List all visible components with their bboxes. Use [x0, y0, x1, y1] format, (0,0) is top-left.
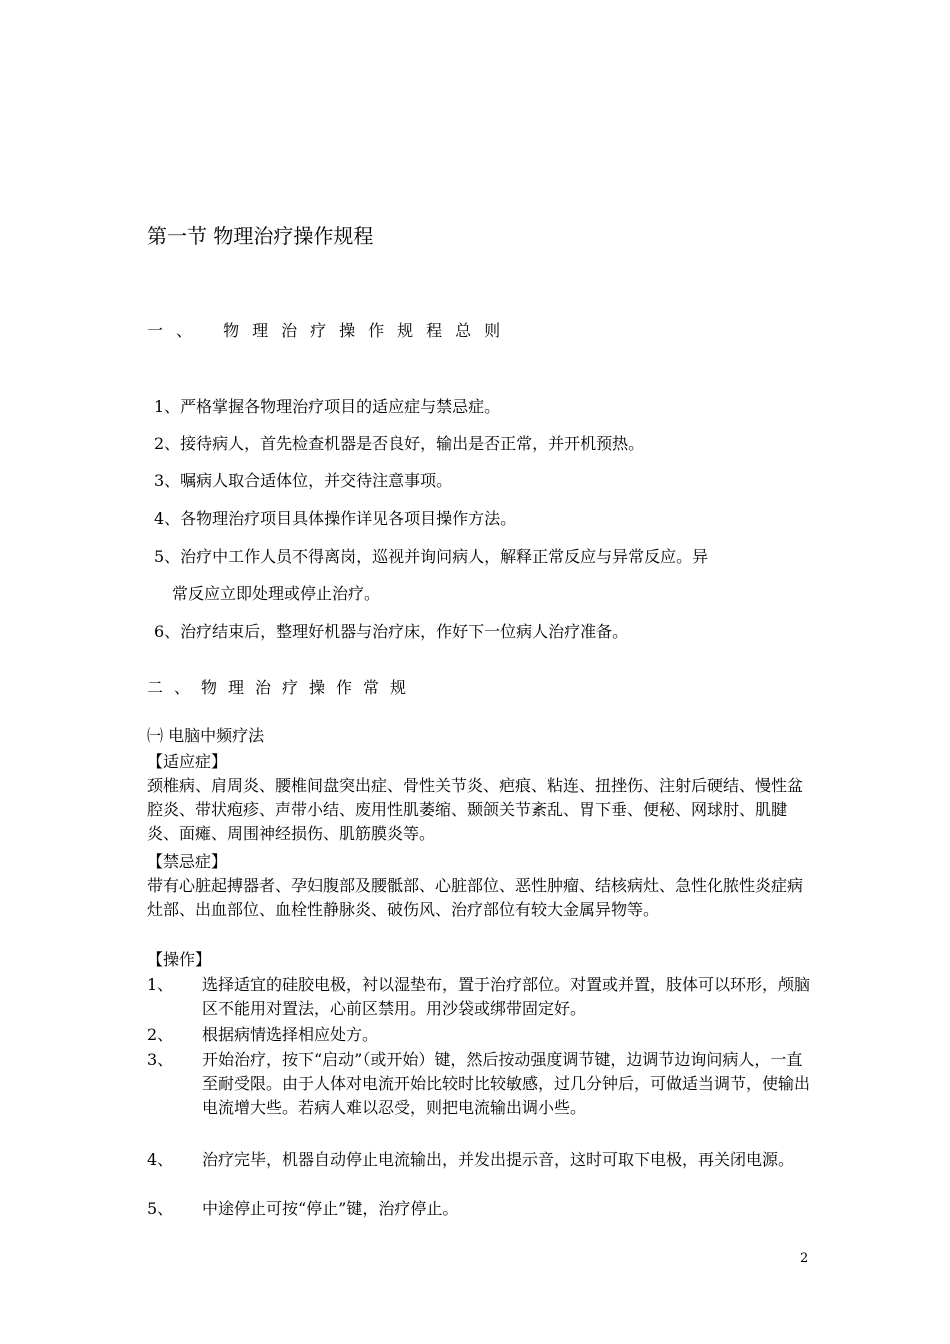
page-number: 2: [800, 1251, 809, 1266]
operation-label: 【操作】: [147, 950, 212, 969]
operation-text: 开始治疗，按下“启动”（或开始）键，然后按动强度调节键，边调节边询问病人，一直至耐受限。由于人体对电流开始比较时比较敏感，过几分钟后，可做适当调节，使输出电流增大些。若病人难以忍受，则把电流输出调小些。: [202, 1050, 811, 1117]
operation-text: 选择适宜的硅胶电极，衬以湿垫布，置于治疗部位。对置或并置，肢体可以环形，颅脑区不能用对置法，心前区禁用。用沙袋或绑带固定好。: [202, 975, 811, 1018]
rule-item-5: 5、治疗中工作人员不得离岗，巡视并询问病人，解释正常反应与异常反应。异: [154, 547, 709, 566]
rule-item-5-continued: 常反应立即处理或停止治疗。: [172, 584, 381, 603]
rule-item-4: 4、各物理治疗项目具体操作详见各项目操作方法。: [154, 509, 517, 528]
therapy-title: ㈠ 电脑中频疗法: [147, 726, 265, 745]
operation-number: 2、: [147, 1025, 174, 1044]
indications-text: 颈椎病、肩周炎、腰椎间盘突出症、骨性关节炎、疤痕、粘连、扭挫伤、注射后硬结、慢性盆腔炎、带状疱疹、声带小结、废用性肌萎缩、颞颌关节紊乱、胃下垂、便秘、网球肘、肌腱炎、面瘫、周围神经损伤、肌筋膜炎等。: [147, 776, 804, 843]
routines-heading: 二、物理治疗操作常规: [147, 678, 418, 697]
operation-number: 3、: [147, 1050, 174, 1069]
operation-number: 1、: [147, 975, 174, 994]
operation-text: 根据病情选择相应处方。: [202, 1025, 379, 1044]
operation-number: 4、: [147, 1150, 174, 1169]
general-rules-heading: 一、 物理治疗操作规程总则: [147, 321, 514, 340]
contraindications-text: 带有心脏起搏器者、孕妇腹部及腰骶部、心脏部位、恶性肿瘤、结核病灶、急性化脓性炎症病灶部、出血部位、血栓性静脉炎、破伤风、治疗部位有较大金属异物等。: [147, 876, 804, 919]
rule-item-6: 6、治疗结束后，整理好机器与治疗床，作好下一位病人治疗准备。: [154, 622, 629, 641]
rule-item-2: 2、接待病人，首先检查机器是否良好，输出是否正常，并开机预热。: [154, 434, 645, 453]
operation-text: 治疗完毕，机器自动停止电流输出，并发出提示音，这时可取下电极，再关闭电源。: [202, 1150, 795, 1169]
operation-text: 中途停止可按“停止”键，治疗停止。: [202, 1199, 459, 1218]
operation-number: 5、: [147, 1199, 174, 1218]
indications-label: 【适应症】: [147, 752, 228, 771]
rule-item-1: 1、严格掌握各物理治疗项目的适应症与禁忌症。: [154, 397, 501, 416]
contraindications-label: 【禁忌症】: [147, 852, 228, 871]
section-title: 第一节 物理治疗操作规程: [147, 224, 374, 248]
rule-item-3: 3、嘱病人取合适体位，并交待注意事项。: [154, 471, 453, 490]
